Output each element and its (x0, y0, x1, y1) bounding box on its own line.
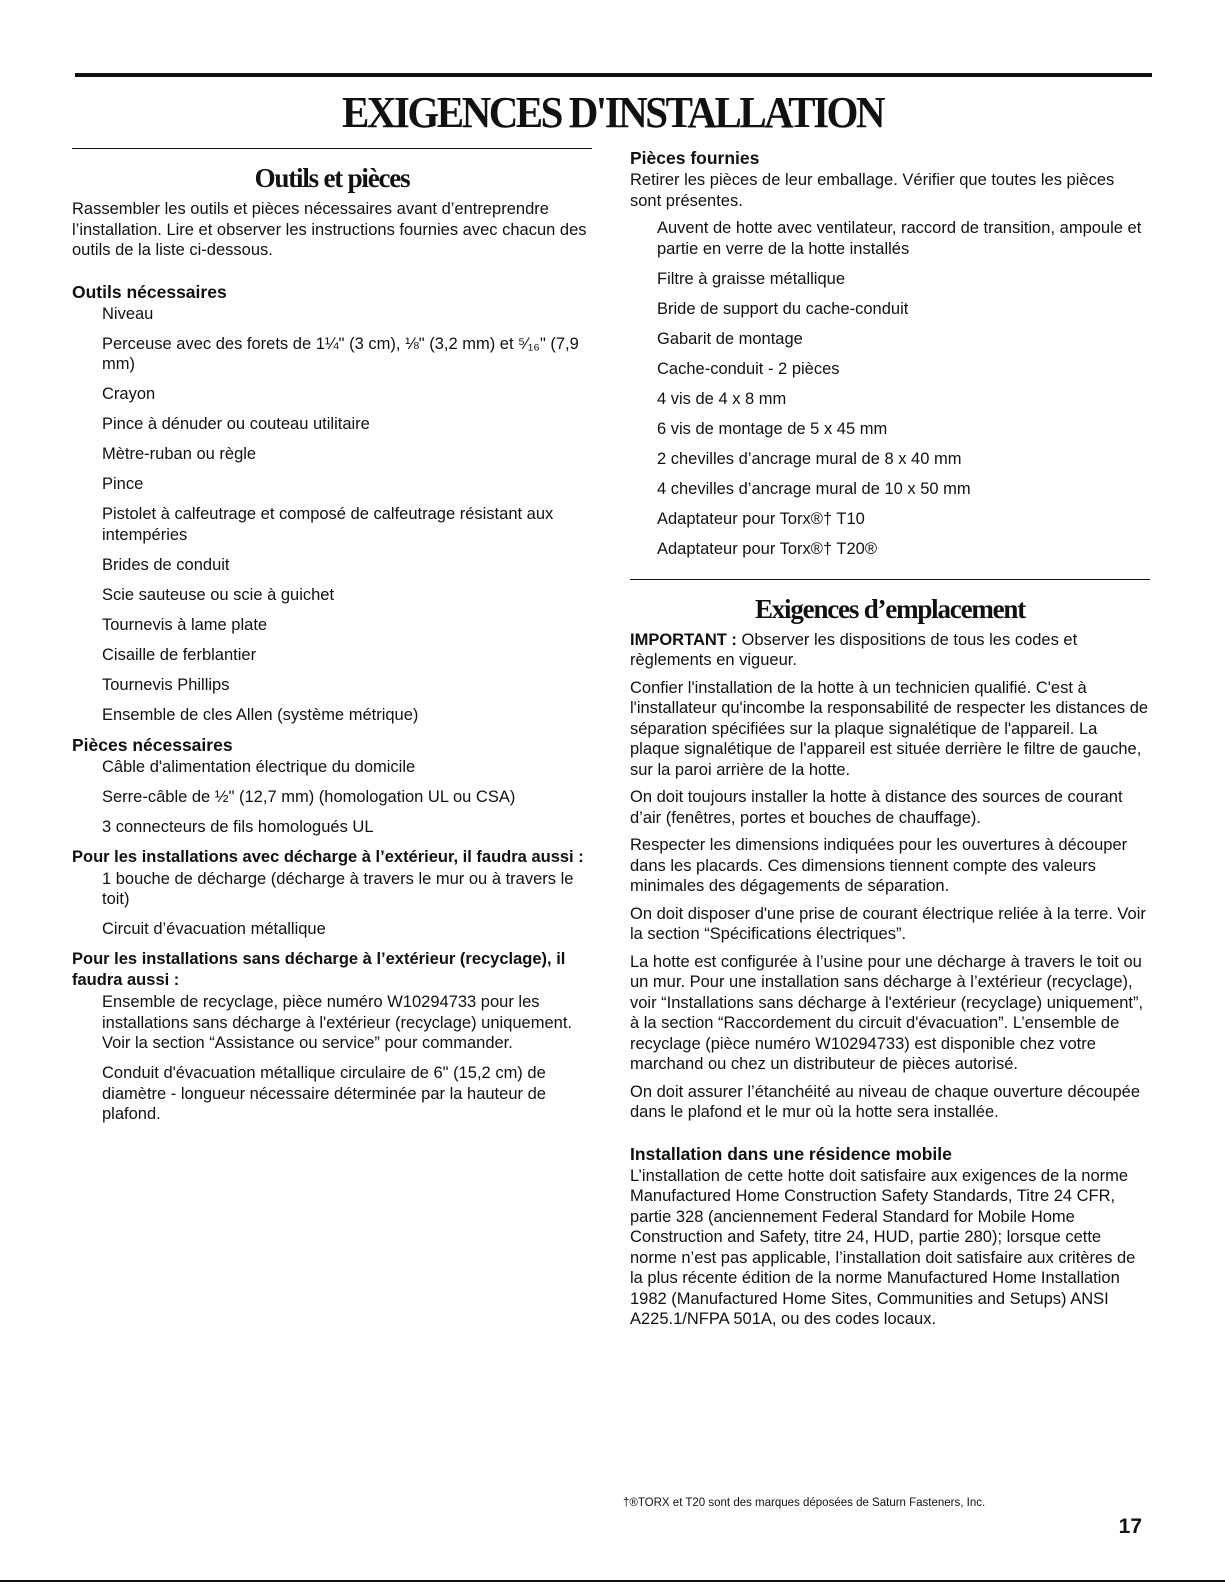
location-paragraph: On doit assurer l’étanchéité au niveau de chaque ouverture découpée dans le plafond et le mur où la hotte sera installée. (630, 1082, 1141, 1121)
list-item: Adaptateur pour Torx®† T10 (657, 509, 865, 528)
list-item: Câble d'alimentation électrique du domicile (102, 757, 416, 776)
important-text: Observer les dispositions de tous les codes et règlements en vigueur. (630, 630, 1078, 669)
heading-exterior: Pour les installations avec décharge à l’extérieur, il faudra aussi : (72, 847, 584, 866)
intro-paragraph: Rassembler les outils et pièces nécessaires avant d’entreprendre l’installation. Lire et observer les instructions fournies avec chacun des outils de la liste ci-dessous. (72, 200, 587, 259)
section-title-emplacement: Exigences d’emplacement (754, 593, 1026, 624)
list-item: Mètre-ruban ou règle (102, 445, 257, 463)
list-item: Bride de support du cache-conduit (657, 299, 909, 318)
page-title: EXIGENCES D'INSTALLATION (341, 87, 884, 137)
list-item: Crayon (102, 385, 156, 403)
heading-pieces-fournies: Pièces fournies (630, 148, 760, 168)
list-item: 3 connecteurs de fils homologués UL (102, 817, 374, 836)
list-item: Ensemble de cles Allen (système métrique) (102, 705, 419, 724)
location-paragraph: On doit toujours installer la hotte à distance des sources de courant d’air (fenêtres, portes et bouches de chauffage). (630, 788, 1123, 827)
list-item: Perceuse avec des forets de 1¼" (3 cm), ⅛" (3,2 mm) et ⁵⁄₁₆" (7,9 mm) (102, 334, 579, 373)
heading-outils-necessaires: Outils nécessaires (72, 281, 227, 302)
location-paragraph: On doit disposer d'une prise de courant électrique reliée à la terre. Voir la section “Spécifications électriques”. (630, 904, 1146, 943)
list-item: Adaptateur pour Torx®† T20® (657, 539, 878, 558)
location-paragraph: Confier l'installation de la hotte à un technicien qualifié. C'est à l'installateur qu'incombe la responsabilité de respecter les distances de séparation spécifiées sur la plaque signalétique de l'appareil. La plaque signalétique de l'appareil est située derrière le filtre de gauche, sur la paroi arrière de la hotte. (630, 678, 1149, 779)
list-item: 4 vis de 4 x 8 mm (657, 389, 787, 408)
tools-list (72, 304, 592, 726)
important-paragraph (630, 630, 1150, 671)
list-item: Cache-conduit - 2 pièces (657, 359, 840, 378)
footnote: †®TORX et T20 sont des marques déposées de Saturn Fasteners, Inc. (623, 1497, 986, 1509)
list-item: Cisaille de ferblantier (102, 645, 257, 664)
top-rule (75, 73, 1152, 77)
exterior-list (72, 869, 592, 940)
left-column (72, 148, 592, 1134)
section-rule (72, 148, 592, 149)
location-paragraph: La hotte est configurée à l’usine pour une décharge à travers le toit ou un mur. Pour une installation sans décharge à l’extérieur (recyclage), voir “Installations sans décharge à l'extérieur (recyclage) uniquement”, à la section “Raccordement du circuit d'évacuation”. L’ensemble de recyclage (pièce numéro W10294733) est disponible chez votre marchand ou chez un distributeur de pièces autorisé. (630, 952, 1144, 1073)
heading-residence-mobile: Installation dans une résidence mobile (630, 1143, 952, 1164)
supplied-list (630, 218, 1150, 559)
list-item: Filtre à graisse métallique (657, 269, 845, 288)
important-label: IMPORTANT : (630, 630, 737, 649)
list-item: Niveau (102, 304, 154, 323)
list-item: Circuit d’évacuation métallique (102, 920, 326, 938)
list-item: Tournevis à lame plate (102, 615, 268, 634)
list-item: Auvent de hotte avec ventilateur, raccord de transition, ampoule et partie en verre de la hotte installés (657, 219, 1142, 258)
list-item: 2 chevilles d’ancrage mural de 8 x 40 mm (657, 449, 962, 468)
list-item: Conduit d'évacuation métallique circulaire de 6" (15,2 cm) de diamètre - longueur nécessaire déterminée par la hauteur de plafond. (102, 1064, 546, 1123)
section-rule (630, 579, 1150, 580)
heading-pieces-necessaires: Pièces nécessaires (72, 734, 233, 755)
list-item: Scie sauteuse ou scie à guichet (102, 585, 335, 604)
right-column (630, 148, 1150, 1337)
list-item: Brides de conduit (102, 555, 230, 574)
list-item: Tournevis Phillips (102, 675, 230, 694)
mobile-paragraph: L’installation de cette hotte doit satisfaire aux exigences de la norme Manufactured Home Construction Safety Standards, Titre 24 CFR, partie 328 (anciennement Federal Standard for Mobile Home Construction and Safety, titre 24, HUD, partie 280); lorsque cette norme n’est pas applicable, l’installation doit satisfaire aux critères de la plus récente édition de la norme Manufactured Home Installation 1982 (Manufactured Home Sites, Communities and Setups) ANSI A225.1/NFPA 501A, ou des codes locaux. (630, 1166, 1136, 1328)
supplied-intro: Retirer les pièces de leur emballage. Vérifier que toutes les pièces sont présentes. (630, 171, 1115, 210)
location-paragraph: Respecter les dimensions indiquées pour les ouvertures à découper dans les placards. Ces dimensions tiennent compte des valeurs minimales des dégagements de séparation. (630, 836, 1128, 895)
section-title-outils: Outils et pièces (254, 163, 410, 193)
list-item: Pistolet à calfeutrage et composé de calfeutrage résistant aux intempéries (102, 505, 554, 544)
recycle-list (72, 992, 592, 1125)
list-item: 1 bouche de décharge (décharge à travers le mur ou à travers le toit) (102, 869, 574, 908)
list-item: 6 vis de montage de 5 x 45 mm (657, 419, 888, 438)
list-item: 4 chevilles d’ancrage mural de 10 x 50 mm (657, 479, 971, 498)
page-number: 17 (1118, 1515, 1142, 1538)
heading-recycle: Pour les installations sans décharge à l’extérieur (recyclage), il faudra aussi : (72, 950, 566, 989)
list-item: Pince (102, 475, 144, 493)
list-item: Serre-câble de ½" (12,7 mm) (homologation UL ou CSA) (102, 787, 516, 806)
list-item: Pince à dénuder ou couteau utilitaire (102, 415, 370, 433)
list-item: Ensemble de recyclage, pièce numéro W10294733 pour les installations sans décharge à l'extérieur (recyclage) uniquement. Voir la section “Assistance ou service” pour commander. (102, 993, 572, 1052)
parts-list (72, 757, 592, 838)
list-item: Gabarit de montage (657, 329, 803, 348)
bottom-rule (0, 1580, 1225, 1582)
